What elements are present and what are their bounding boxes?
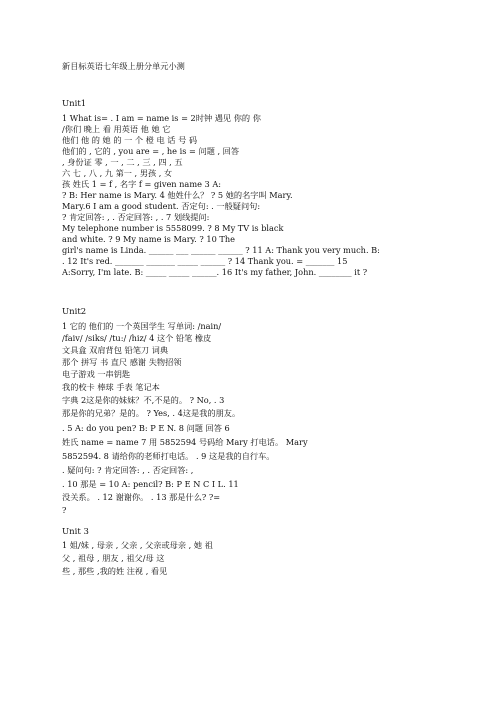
unit1-heading: Unit1: [62, 99, 87, 109]
unit2-line: . 5 A: do you pen? B: P E N. 8 问题 回答 6: [62, 423, 230, 433]
unit1-line: . 12 It's red. _______ _______ _____ ______ ? 14 Thank you. = _______ 15: [62, 256, 348, 266]
unit2-line: 那个 拼写 书 直尺 感谢 失物招领: [62, 357, 182, 367]
unit1-line: and white. ? 9 My name is Mary. ? 10 The: [62, 234, 235, 244]
unit2-heading: Unit2: [62, 307, 87, 317]
unit1-line: 六 七 , 八 , 九 第一 , 男孩 , 女: [62, 168, 173, 178]
unit2-line: 那是你的兄弟？是的。 ? Yes, . 4这是我的朋友。: [62, 408, 241, 418]
unit1-line: , 身份证 零 , 一 , 二 , 三 , 四 , 五: [62, 157, 183, 167]
unit3-line: 1 姐/妹 , 母亲 , 父亲 , 父亲或母亲 , 她 祖: [62, 540, 213, 550]
unit2-line: 电子游戏 一串钥匙: [62, 369, 131, 379]
unit2-line: 文具盒 双肩背包 铅笔刀 词典: [62, 345, 169, 355]
document-title: 新目标英语七年级上册分单元小测: [62, 61, 185, 71]
unit1-line: 孩 姓氏 1 = f , 名字 f = given name 3 A:: [62, 179, 222, 189]
unit1-line: ? B: Her name is Mary. 4 他姓什么？ ? 5 她的名字叫 Mary.: [62, 190, 293, 200]
unit1-line: 他们的 , 它的 , you are = , he is = 问题 , 回答: [62, 146, 240, 156]
unit2-line: 1 它的 他们的 一个英国学生 写单词: /nain/: [62, 321, 222, 331]
unit2-line: 没关系。 . 12 谢谢你。 . 13 那是什么? ?=: [62, 492, 221, 502]
unit3-line: 些 , 那些 ,我的姓 注视 , 看见: [62, 566, 168, 576]
unit1-line: Mary.6 I am a good student. 否定句: . 一般疑问句:: [62, 201, 261, 211]
unit2-line: ?: [62, 505, 67, 515]
unit1-line: /你们 晚上 看 用英语 他 她 它: [62, 124, 171, 134]
unit2-line: . 疑问句: ? 肯定回答: , . 否定回答: ,: [62, 465, 194, 475]
unit1-line: A:Sorry, I'm late. B: _____ _____ ______. 16 It's my father, John. ________ it ?: [62, 267, 368, 277]
unit2-line: 字典 2这是你的妹妹？不,不是的。 ? No, . 3: [62, 395, 225, 405]
unit2-line: 我的校卡 棒球 手表 笔记本: [62, 382, 160, 392]
unit1-line: My telephone number is 5558099. ? 8 My TV is black: [62, 223, 284, 233]
unit2-line: /faiv/ /siks/ /tu:/ /hiz/ 4 这个 铅笔 橡皮: [62, 333, 212, 343]
unit3-heading: Unit 3: [62, 527, 89, 537]
unit1-line: 他们 他 的 她 的 一 个 橙 电 话 号 码: [62, 135, 198, 145]
unit2-line: . 10 那是 = 10 A: pencil? B: P E N C I L. 11: [62, 479, 239, 489]
unit1-line: girl's name is Linda. ______ ___ ______ ______ ? 11 A: Thank you very much. B:: [62, 245, 380, 255]
unit1-line: ? 肯定回答: , . 否定回答: , . 7 划线提问:: [62, 212, 210, 222]
unit1-line: 1 What is= . I am = name is = 2时钟 遇见 你的 你: [62, 113, 261, 123]
unit2-line: 5852594. 8 请给你的老师打电话。 . 9 这是我的自行车。: [62, 451, 275, 461]
unit2-line: 姓氏 name = name 7 用 5852594 号码给 Mary 打电话。 Mary: [62, 437, 308, 447]
unit3-line: 父 , 祖母 , 朋友 , 祖父/母 这: [62, 553, 165, 563]
